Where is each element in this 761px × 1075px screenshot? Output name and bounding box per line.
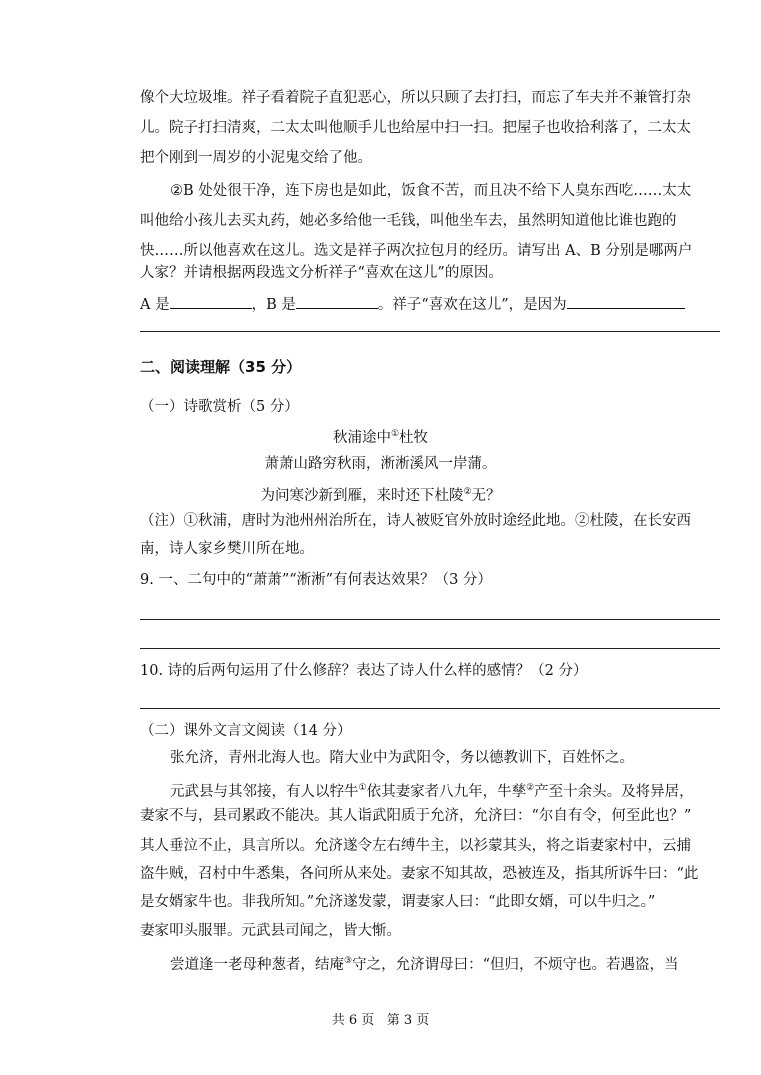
text-segment: 尝道逢一老母种葱者，结庵 (170, 957, 344, 973)
note-mark: ③ (344, 956, 353, 966)
text-segment: 守之，允济谓母曰：“但归，不烦守也。若遇盗，当 (352, 957, 679, 973)
note-mark: ② (526, 783, 535, 793)
text-line: 其人垂泣不止，具言所以。允济遂令左右缚牛主，以衫蒙其头，将之诣妻家村中，云捕 (140, 838, 691, 854)
text-line (170, 951, 679, 975)
text-line: 把个刚到一周岁的小泥鬼交给了他。 (140, 150, 372, 166)
label-reason: 。祥子“喜欢在这儿”，是因为 (377, 297, 567, 313)
question-9: 9. 一、二句中的“萧萧”“淅淅”有何表达效果？（3 分） (140, 572, 492, 588)
poem-title (0, 424, 761, 448)
text-line: 妻家叩头服罪。元武县司闻之，皆大惭。 (140, 923, 401, 939)
text-line (170, 778, 694, 802)
section-heading: 二、阅读理解（35 分） (140, 358, 302, 376)
text-line: 快……所以他喜欢在这儿。选文是祥子两次拉包月的经历。请写出 A、B 分别是哪两户 (140, 243, 693, 259)
question-10: 10. 诗的后两句运用了什么修辞？表达了诗人什么样的感情？（2 分） (140, 663, 588, 679)
answer-blank-b[interactable] (296, 292, 378, 309)
text-line: 盗牛贼，召村中牛悉集，各问所从来处。妻家不知其故，恐被连及，指其所诉牛曰：“此 (140, 866, 699, 882)
label-b: ，B 是 (251, 297, 296, 313)
notes-line: （注）①秋浦，唐时为池州州治所在，诗人被贬官外放时途经此地。②杜陵，在长安西 (140, 513, 691, 529)
page-footer (0, 1011, 761, 1031)
text-line: 儿。院子打扫清爽，二太太叫他顺手儿也给屋中扫一扫。把屋子也收拾利落了，二太太 (140, 120, 691, 136)
fill-in-line (140, 292, 685, 315)
poem-line: 萧萧山路穷秋雨，淅淅溪风一岸蒲。 (264, 456, 497, 472)
current-page: 第 3 页 (386, 1013, 430, 1028)
answer-line[interactable] (140, 708, 720, 709)
total-pages: 共 6 页 (331, 1013, 375, 1028)
subsection-title: （二）课外文言文阅读（14 分） (140, 723, 352, 739)
note-mark: ② (463, 487, 472, 497)
text-line: 人家？并请根据两段选文分析祥子“喜欢在这儿”的原因。 (140, 265, 503, 281)
notes-line: 南，诗人家乡樊川所在地。 (140, 541, 314, 557)
text-line: 张允济，青州北海人也。隋大业中为武阳令，务以德教训下，百姓怀之。 (170, 750, 634, 766)
note-mark: ① (390, 429, 400, 439)
text-segment: 元武县与其邻接，有人以牸牛 (170, 784, 359, 800)
label-a: A 是 (140, 297, 170, 313)
answer-line[interactable] (140, 331, 720, 332)
poem-author: 杜牧 (399, 430, 429, 446)
answer-blank-a[interactable] (170, 292, 252, 309)
text-line: 像个大垃圾堆。祥子看着院子直犯恶心，所以只顾了去打扫，而忘了车夫并不兼管打杂 (140, 90, 691, 106)
text-segment: 依其妻家者八九年，牛孳 (366, 784, 527, 800)
answer-line[interactable] (140, 648, 720, 649)
poem-line-text: 为问寒沙新到雁，来时还下杜陵 (260, 488, 464, 504)
subsection-title: （一）诗歌赏析（5 分） (140, 399, 299, 415)
note-mark: ① (358, 783, 367, 793)
text-line: ②B 处处很干净，连下房也是如此，饭食不苦，而且决不给下人臭东西吃……太太 (170, 183, 692, 199)
poem-line-text: 无？ (471, 488, 501, 504)
text-segment: 产至十余头。及将异居， (534, 784, 694, 800)
text-line: 叫他给小孩儿去买丸药，她必多给他一毛钱，叫他坐车去，虽然明知道他比谁也跑的 (140, 213, 677, 229)
answer-line[interactable] (140, 619, 720, 620)
answer-blank-reason[interactable] (567, 292, 685, 309)
text-line: 妻家不与，县司累政不能决。其人诣武阳质于允济，允济曰：“尔自有令，何至此也？” (140, 808, 692, 824)
poem-name: 秋浦途中 (332, 430, 391, 446)
poem-line (0, 482, 761, 506)
text-line: 是女婿家牛也。非我所知。”允济遂发蒙，谓妻家人曰：“此即女婿，可以牛归之。” (140, 894, 656, 910)
